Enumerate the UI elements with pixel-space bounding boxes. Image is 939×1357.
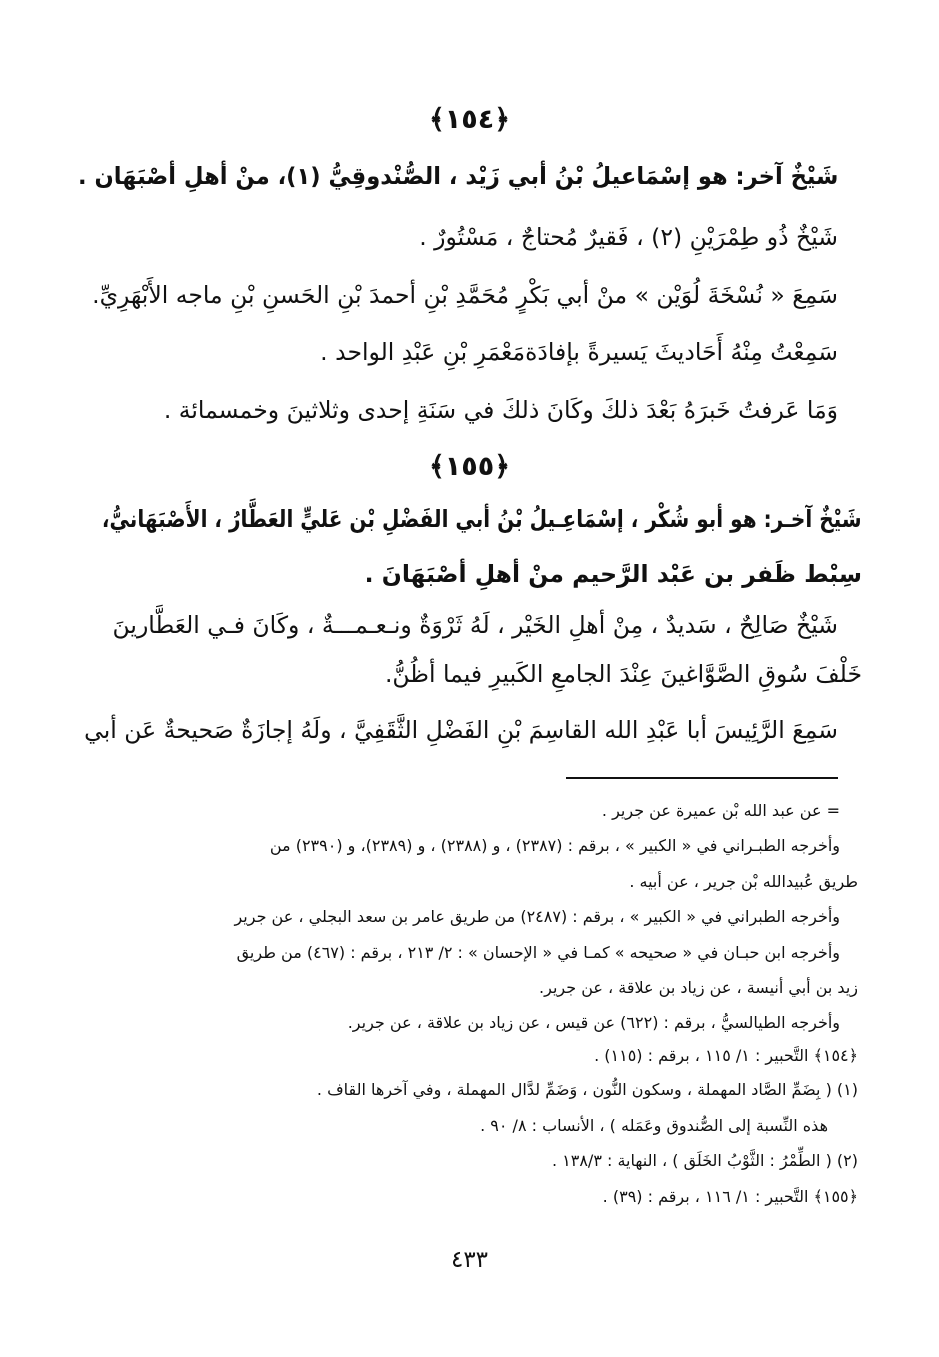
footnote-line-4: وأخرجه الطبراني في « الكبير » ، برقم : (٢٤٨٧) من طريق عامر بن سعد البجلي ، عن جرير	[234, 907, 840, 926]
footnote-line-11: (٢) ( الطِّمْرُ : الثَّوْبُ الخَلَق ) ، النهاية : ١٣٨/٣ .	[551, 1151, 858, 1170]
footnote-line-9: (١) ( بِضَمِّ الصَّاد المهملة ، وسكون النُّون ، وَضَمِّ لدَّال المهملة ، وفي آخرها القاف .	[316, 1080, 858, 1099]
footnote-line-5: وأخرجه ابن حبـان في « صحيحه » كمـا في « الإحسان » : ٢/ ٢١٣ ، برقم : (٤٦٧) من طريق	[236, 943, 840, 962]
entry-154-line-3: سَمِعَ « نُسْخَةَ لُوَيْن » منْ أبي بَكْرٍ مُحَمَّدِ بْنِ أحمدَ بْنِ الحَسنِ بْنِ ماجه الأَبْهَرِيِّ.	[92, 281, 838, 309]
footnote-line-3: طريق عُبيدالله بْن جرير ، عن أبيه .	[629, 872, 858, 891]
footnote-line-1: = عن عبد الله بْن عميرة عن جرير .	[601, 801, 840, 820]
entry-155-line-1: شَيْخٌ آخـر: هو أبو شُكْر ، إسْمَاعِـيلُ بْنُ أبي الفَضْلِ بْن عَليٍّ العَطَّارُ ، الأَصْبَهَانيُّ،	[102, 505, 862, 533]
footnote-line-6: زيد بن أبي أنيسة ، عن زياد بن علاقة ، عن جرير.	[539, 978, 858, 997]
entry-155-line-4: خَلْفَ سُوقِ الصَّوَّاغينَ عِنْدَ الجامعِ الكَبيرِ فيما أظُنُّ.	[384, 660, 862, 688]
entry-155-line-2: سِبْط ظَفر بن عَبْد الرَّحيم منْ أهلِ أصْبَهَانَ .	[364, 560, 862, 588]
page-number: ٤٣٣	[450, 1247, 489, 1273]
footnote-line-8: ﴿١٥٤﴾ التَّحبير : ١/ ١١٥ ، برقم : (١١٥) .	[594, 1046, 858, 1065]
footnote-separator	[566, 777, 838, 779]
entry-154-line-5: وَمَا عَرفتُ خَبرَهُ بَعْدَ ذلكَ وكَانَ ذلكَ في سَنَةِ إحدى وثلاثينَ وخمسمائة .	[163, 396, 838, 424]
footnote-line-2: وأخرجه الطبـراني في « الكبير » ، برقم : (٢٣٨٧) ، و (٢٣٨٨) ، و (٢٣٨٩)، و (٢٣٩٠) من	[269, 836, 840, 855]
entry-154-line-2: شَيْخٌ ذُو طِمْرَيْنِ (٢) ، فَقيرٌ مُحتاجٌ ، مَسْتُورٌ .	[419, 223, 838, 251]
entry-155-line-5: سَمِعَ الرَّئِيسَ أبا عَبْدِ الله القاسِمَ بْنِ الفَضْلِ الثَّقَفِيَّ ، ولَهُ إجازَةٌ صَحيحةٌ عَن أبي	[84, 716, 838, 744]
entry-154-line-1: شَيْخٌ آخر: هو إسْمَاعيلُ بْنُ أبي زَيْد ، الصُّنْدوقِيُّ (١)، منْ أهلِ أصْبَهَان .	[77, 162, 838, 190]
footnote-line-7: وأخرجه الطيالسيُّ ، برقم : (٦٢٢) عن قيس ، عن زياد بن علاقة ، عن جرير.	[347, 1013, 840, 1032]
entry-154-heading: ﴿١٥٤﴾	[428, 104, 511, 135]
footnote-line-12: ﴿١٥٥﴾ التَّحبير : ١/ ١١٦ ، برقم : (٣٩) .	[602, 1187, 858, 1206]
entry-154-line-4: سَمِعْتُ مِنْهُ أَحَاديثَ يَسيرةً بإفادَةمَعْمَرِ بْنِ عَبْدِ الواحد .	[320, 338, 838, 366]
entry-155-heading: ﴿١٥٥﴾	[428, 451, 511, 482]
footnote-line-10: هذه النِّسبة إلى الصُّندوق وعَمَله ) ، الأنساب : ٨/ ٩٠ .	[480, 1116, 828, 1135]
entry-155-line-3: شَيْخٌ صَالِحٌ ، سَديدٌ ، مِنْ أهلِ الخَيْر ، لَهُ ثَرْوَةٌ ونـعـمـــةٌ ، وكَانَ فـي العَطَّارينَ	[112, 611, 838, 639]
